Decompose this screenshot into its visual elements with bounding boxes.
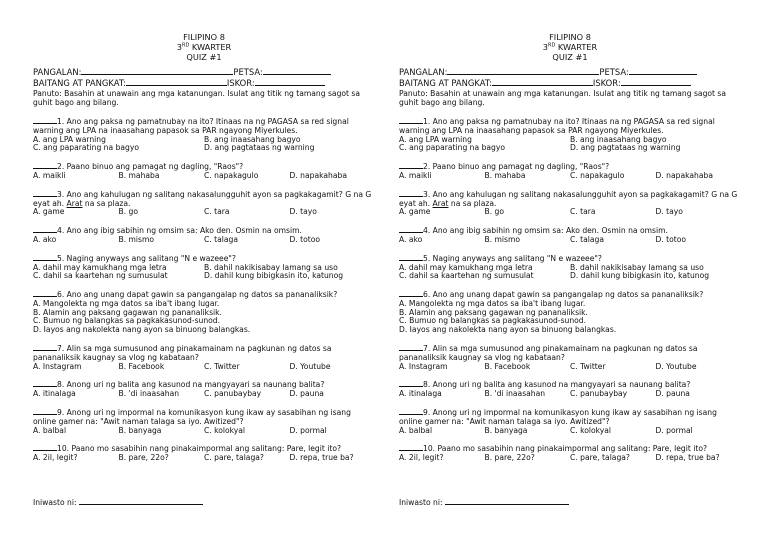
option-a: A. Mangolekta ng mga datos sa iba't ibang lugar. — [399, 298, 586, 308]
subject-title: FILIPINO 8 — [183, 32, 225, 42]
question-7 — [399, 343, 741, 371]
option-c: C. napakagulo — [204, 170, 259, 180]
option-d: D. pormal — [655, 425, 693, 435]
question-8 — [33, 379, 375, 399]
option-d: D. Iayos ang nakolekta nang ayon sa binuong balangkas. — [399, 325, 617, 335]
question-text-end: na sa plaza. — [82, 198, 131, 208]
quiz-sheet-left — [33, 0, 375, 543]
option-a: A. Mangolekta ng mga datos sa iba't ibang lugar. — [33, 298, 220, 308]
grade-score-line — [399, 77, 741, 89]
option-c: C. pare, talaga? — [204, 453, 264, 463]
question-5 — [33, 253, 375, 281]
quarter-title: 3RD KWARTER — [176, 41, 232, 52]
checked-by-line — [399, 497, 569, 508]
option-a: A. game — [399, 207, 431, 217]
option-c: C. napakagulo — [570, 170, 625, 180]
checked-by-field[interactable] — [79, 497, 203, 505]
option-d: D. ang pagtataas ng warning — [204, 143, 315, 153]
options — [399, 363, 741, 372]
option-b: B. go — [484, 207, 505, 217]
option-b: B. mismo — [118, 234, 155, 244]
options — [399, 172, 741, 181]
answer-blank[interactable] — [33, 379, 57, 387]
options — [399, 236, 741, 245]
student-info — [399, 66, 741, 90]
option-a: A. ang LPA warning — [399, 134, 472, 144]
question-text: 2. Paano binuo ang pamagat ng dagling, "Raos"? — [57, 162, 244, 172]
question-text: 10. Paano mo sasabihin nang pinakaimpormal ang salitang: Pare, legit ito? — [57, 444, 342, 454]
option-d: D. tayo — [655, 207, 683, 217]
option-b: B. ang inaasahang bagyo — [204, 134, 301, 144]
option-d: D. Iayos ang nakolekta nang ayon sa binuong balangkas. — [33, 325, 251, 335]
date-label: PETSA: — [599, 66, 629, 77]
option-a: A. ang LPA warning — [33, 134, 106, 144]
option-a: A. dahil may kamukhang mga letra — [399, 262, 533, 272]
name-label: PANGALAN: — [33, 66, 82, 77]
options — [33, 172, 375, 181]
option-c: C. Bumuo ng balangkas sa pagkakasunod-sunod. — [399, 316, 587, 326]
answer-blank[interactable] — [399, 379, 423, 387]
option-a: A. dahil may kamukhang mga letra — [33, 262, 167, 272]
option-c: C. tara — [204, 207, 230, 217]
option-d: D. pauna — [655, 389, 690, 399]
question-text: 4. Ano ang ibig sabihin ng omsim sa: Ako den. Osmin na omsim. — [57, 226, 302, 236]
option-c: C. Twitter — [204, 361, 240, 371]
option-d: D. pormal — [289, 425, 327, 435]
option-c: C. pare, talaga? — [570, 453, 630, 463]
question-text-end: na sa plaza. — [448, 198, 497, 208]
option-d: D. Youtube — [655, 361, 697, 371]
score-field[interactable] — [621, 77, 691, 86]
answer-blank[interactable] — [33, 253, 57, 261]
score-field[interactable] — [255, 77, 325, 86]
option-a: A. Instagram — [33, 361, 82, 371]
question-text: 3. Ano ang kahulugan ng salitang nakasalungguhit ayon sa pagkakagamit? G na G eyat ah. — [33, 189, 372, 208]
option-b: B. banyaga — [118, 425, 162, 435]
option-b: B. go — [118, 207, 139, 217]
option-c: C. panubaybay — [204, 389, 262, 399]
option-b: B. Facebook — [484, 361, 531, 371]
option-c: C. ang paparating na bagyo — [399, 143, 506, 153]
option-b: B. banyaga — [484, 425, 528, 435]
options — [33, 208, 375, 217]
options — [33, 236, 375, 245]
name-date-line — [33, 66, 375, 78]
option-a: A. 2il, legit? — [399, 453, 444, 463]
checked-by-label: Iniwasto ni: — [33, 498, 77, 507]
option-a: A. itinalaga — [33, 389, 76, 399]
question-text: 7. Alin sa mga sumusunod ang pinakamainam na pagkunan ng datos sa pananaliksik kaugnay sa vlog ng kabataan? — [33, 344, 332, 362]
question-text: 1. Ano ang paksa ng pamatnubay na ito? Itinaas na ng PAGASA sa red signal warning ang LPA na inaasahang papasok sa PAR ngayong Miyerkules. — [33, 116, 349, 135]
question-text: 6. Ano ang unang dapat gawin sa pangangalap ng datos sa pananaliksik? — [423, 290, 704, 300]
option-b: B. mahaba — [484, 170, 526, 180]
answer-blank[interactable] — [33, 161, 57, 169]
option-c: C. talaga — [570, 234, 604, 244]
option-b: B. Facebook — [118, 361, 165, 371]
instructions: Panuto: Basahin at unawain ang mga katanungan. Isulat ang titik ng tamang sagot sa guhit bago ang bilang. — [399, 89, 727, 108]
question-text: 3. Ano ang kahulugan ng salitang nakasalungguhit ayon sa pagkakagamit? G na G eyat ah. — [399, 189, 738, 208]
options — [33, 144, 375, 153]
option-d: D. napakahaba — [655, 170, 713, 180]
question-8 — [399, 379, 741, 399]
options — [399, 208, 741, 217]
instructions: Panuto: Basahin at unawain ang mga katanungan. Isulat ang titik ng tamang sagot sa guhit bago ang bilang. — [33, 89, 361, 108]
question-4 — [399, 225, 741, 245]
option-d: D. repa, true ba? — [655, 453, 720, 463]
name-date-line — [399, 66, 741, 78]
checked-by-field[interactable] — [445, 497, 569, 505]
answer-blank[interactable] — [399, 443, 423, 451]
options — [33, 272, 375, 281]
question-text: 9. Anong uri ng impormal na komunikasyon kung ikaw ay sasabihan ng isang online gamer na: "Awit naman talaga sa iyo. Awitized"? — [399, 408, 717, 426]
question-9 — [33, 407, 375, 435]
answer-blank[interactable] — [33, 289, 57, 297]
answer-blank[interactable] — [33, 443, 57, 451]
option-b: B. dahil nakikisabay lamang sa uso — [570, 262, 704, 272]
quiz-header — [33, 33, 375, 63]
answer-blank[interactable] — [399, 225, 423, 233]
date-label: PETSA: — [233, 66, 263, 77]
question-1 — [399, 116, 741, 153]
option-d: D. ang pagtataas ng warning — [570, 143, 681, 153]
question-text: 8. Anong uri ng balita ang kasunod na mangyayari sa naunang balita? — [57, 380, 325, 390]
date-field[interactable] — [629, 66, 697, 75]
grade-field[interactable] — [126, 77, 227, 86]
question-6 — [399, 289, 741, 335]
option-c: C. panubaybay — [570, 389, 628, 399]
option-a: A. balbal — [399, 425, 433, 435]
answer-blank[interactable] — [399, 161, 423, 169]
option-d: D. dahil kung bibigkasin ito, katunog — [204, 271, 344, 281]
answer-blank[interactable] — [33, 225, 57, 233]
answer-blank[interactable] — [399, 289, 423, 297]
option-c: C. dahil sa kaartehan ng sumusulat — [399, 271, 534, 281]
underlined-word: Arat — [66, 198, 83, 208]
option-b: B. ang inaasahang bagyo — [570, 134, 667, 144]
option-a: A. ako — [399, 234, 423, 244]
student-info — [33, 66, 375, 90]
options — [399, 427, 741, 436]
name-field[interactable] — [447, 66, 599, 75]
option-d: D. totoo — [655, 234, 687, 244]
option-c: C. ang paparating na bagyo — [33, 143, 140, 153]
question-5 — [399, 253, 741, 281]
name-field[interactable] — [81, 66, 233, 75]
option-a: A. Instagram — [399, 361, 448, 371]
question-7 — [33, 343, 375, 371]
option-c: C. kolokyal — [204, 425, 246, 435]
question-text: 6. Ano ang unang dapat gawin sa pangangalap ng datos sa pananaliksik? — [57, 290, 338, 300]
option-b: B. Alamin ang paksang gagawan ng pananaliksik. — [399, 307, 588, 317]
subject-title: FILIPINO 8 — [549, 32, 591, 42]
question-text: 10. Paano mo sasabihin nang pinakaimpormal ang salitang: Pare, legit ito? — [423, 444, 708, 454]
quiz-header — [399, 33, 741, 63]
answer-blank[interactable] — [33, 407, 57, 415]
question-text: 9. Anong uri ng impormal na komunikasyon kung ikaw ay sasabihan ng isang online gamer na: "Awit naman talaga sa iyo. Awitized"? — [33, 408, 351, 426]
question-text: 2. Paano binuo ang pamagat ng dagling, "Raos"? — [423, 162, 610, 172]
options — [33, 454, 375, 463]
answer-blank[interactable] — [33, 189, 57, 197]
question-1 — [33, 116, 375, 153]
options — [399, 454, 741, 463]
option-c: C. talaga — [204, 234, 238, 244]
answer-blank[interactable] — [399, 407, 423, 415]
question-2 — [33, 161, 375, 181]
question-text: 7. Alin sa mga sumusunod ang pinakamainam na pagkunan ng datos sa pananaliksik kaugnay sa vlog ng kabataan? — [399, 344, 698, 362]
question-4 — [33, 225, 375, 245]
option-c: C. tara — [570, 207, 596, 217]
option-d: D. Youtube — [289, 361, 331, 371]
quarter-title: 3RD KWARTER — [542, 41, 598, 52]
option-a: A. 2il, legit? — [33, 453, 78, 463]
question-6 — [33, 289, 375, 335]
answer-blank[interactable] — [399, 116, 423, 124]
option-d: D. pauna — [289, 389, 324, 399]
option-c: C. kolokyal — [570, 425, 612, 435]
quiz-title: QUIZ #1 — [552, 51, 588, 62]
grade-label: BAITANG AT PANGKAT: — [399, 78, 492, 89]
options — [399, 144, 741, 153]
option-d: D. repa, true ba? — [289, 453, 354, 463]
name-label: PANGALAN: — [399, 66, 448, 77]
option-b: B. pare, 22o? — [118, 453, 169, 463]
option-c: C. Bumuo ng balangkas sa pagkakasunod-sunod. — [33, 316, 221, 326]
answer-blank[interactable] — [399, 189, 423, 197]
option-b: B. dahil nakikisabay lamang sa uso — [204, 262, 338, 272]
option-b: B. mismo — [484, 234, 521, 244]
option-b: B. mahaba — [118, 170, 160, 180]
underlined-word: Arat — [432, 198, 449, 208]
question-3 — [33, 189, 375, 217]
option-c: C. dahil sa kaartehan ng sumusulat — [33, 271, 168, 281]
option-a: A. maikli — [399, 170, 432, 180]
options — [33, 363, 375, 372]
date-field[interactable] — [263, 66, 331, 75]
answer-blank[interactable] — [399, 253, 423, 261]
question-9 — [399, 407, 741, 435]
score-label: ISKOR: — [226, 78, 255, 89]
checked-by-line — [33, 497, 203, 508]
option-b: B. 'di inaasahan — [118, 389, 180, 399]
option-b: B. Alamin ang paksang gagawan ng pananaliksik. — [33, 307, 222, 317]
question-text: 8. Anong uri ng balita ang kasunod na mangyayari sa naunang balita? — [423, 380, 691, 390]
question-2 — [399, 161, 741, 181]
grade-field[interactable] — [492, 77, 593, 86]
quiz-sheet-right — [399, 0, 741, 543]
option-b: B. 'di inaasahan — [484, 389, 546, 399]
option-a: A. balbal — [33, 425, 67, 435]
options — [399, 272, 741, 281]
question-text: 1. Ano ang paksa ng pamatnubay na ito? Itinaas na ng PAGASA sa red signal warning ang LPA na inaasahang papasok sa PAR ngayong Miyerkules. — [399, 116, 715, 135]
option-d: D. dahil kung bibigkasin ito, katunog — [570, 271, 710, 281]
question-10 — [33, 443, 375, 463]
question-text: 5. Naging anyways ang salitang "N e wazeee"? — [423, 253, 602, 263]
option-d: D. totoo — [289, 234, 321, 244]
score-label: ISKOR: — [592, 78, 621, 89]
answer-blank[interactable] — [33, 343, 57, 351]
option-a: A. itinalaga — [399, 389, 442, 399]
option-a: A. game — [33, 207, 65, 217]
options — [33, 390, 375, 399]
quiz-title: QUIZ #1 — [186, 51, 222, 62]
answer-blank[interactable] — [399, 343, 423, 351]
options — [399, 390, 741, 399]
grade-score-line — [33, 77, 375, 89]
question-10 — [399, 443, 741, 463]
question-text: 4. Ano ang ibig sabihin ng omsim sa: Ako den. Osmin na omsim. — [423, 226, 668, 236]
option-b: B. pare, 22o? — [484, 453, 535, 463]
checked-by-label: Iniwasto ni: — [399, 498, 443, 507]
options — [33, 427, 375, 436]
option-a: A. maikli — [33, 170, 66, 180]
grade-label: BAITANG AT PANGKAT: — [33, 78, 126, 89]
question-3 — [399, 189, 741, 217]
question-text: 5. Naging anyways ang salitang "N e wazeee"? — [57, 253, 236, 263]
answer-blank[interactable] — [33, 116, 57, 124]
option-d: D. napakahaba — [289, 170, 347, 180]
option-c: C. Twitter — [570, 361, 606, 371]
option-d: D. tayo — [289, 207, 317, 217]
option-a: A. ako — [33, 234, 57, 244]
